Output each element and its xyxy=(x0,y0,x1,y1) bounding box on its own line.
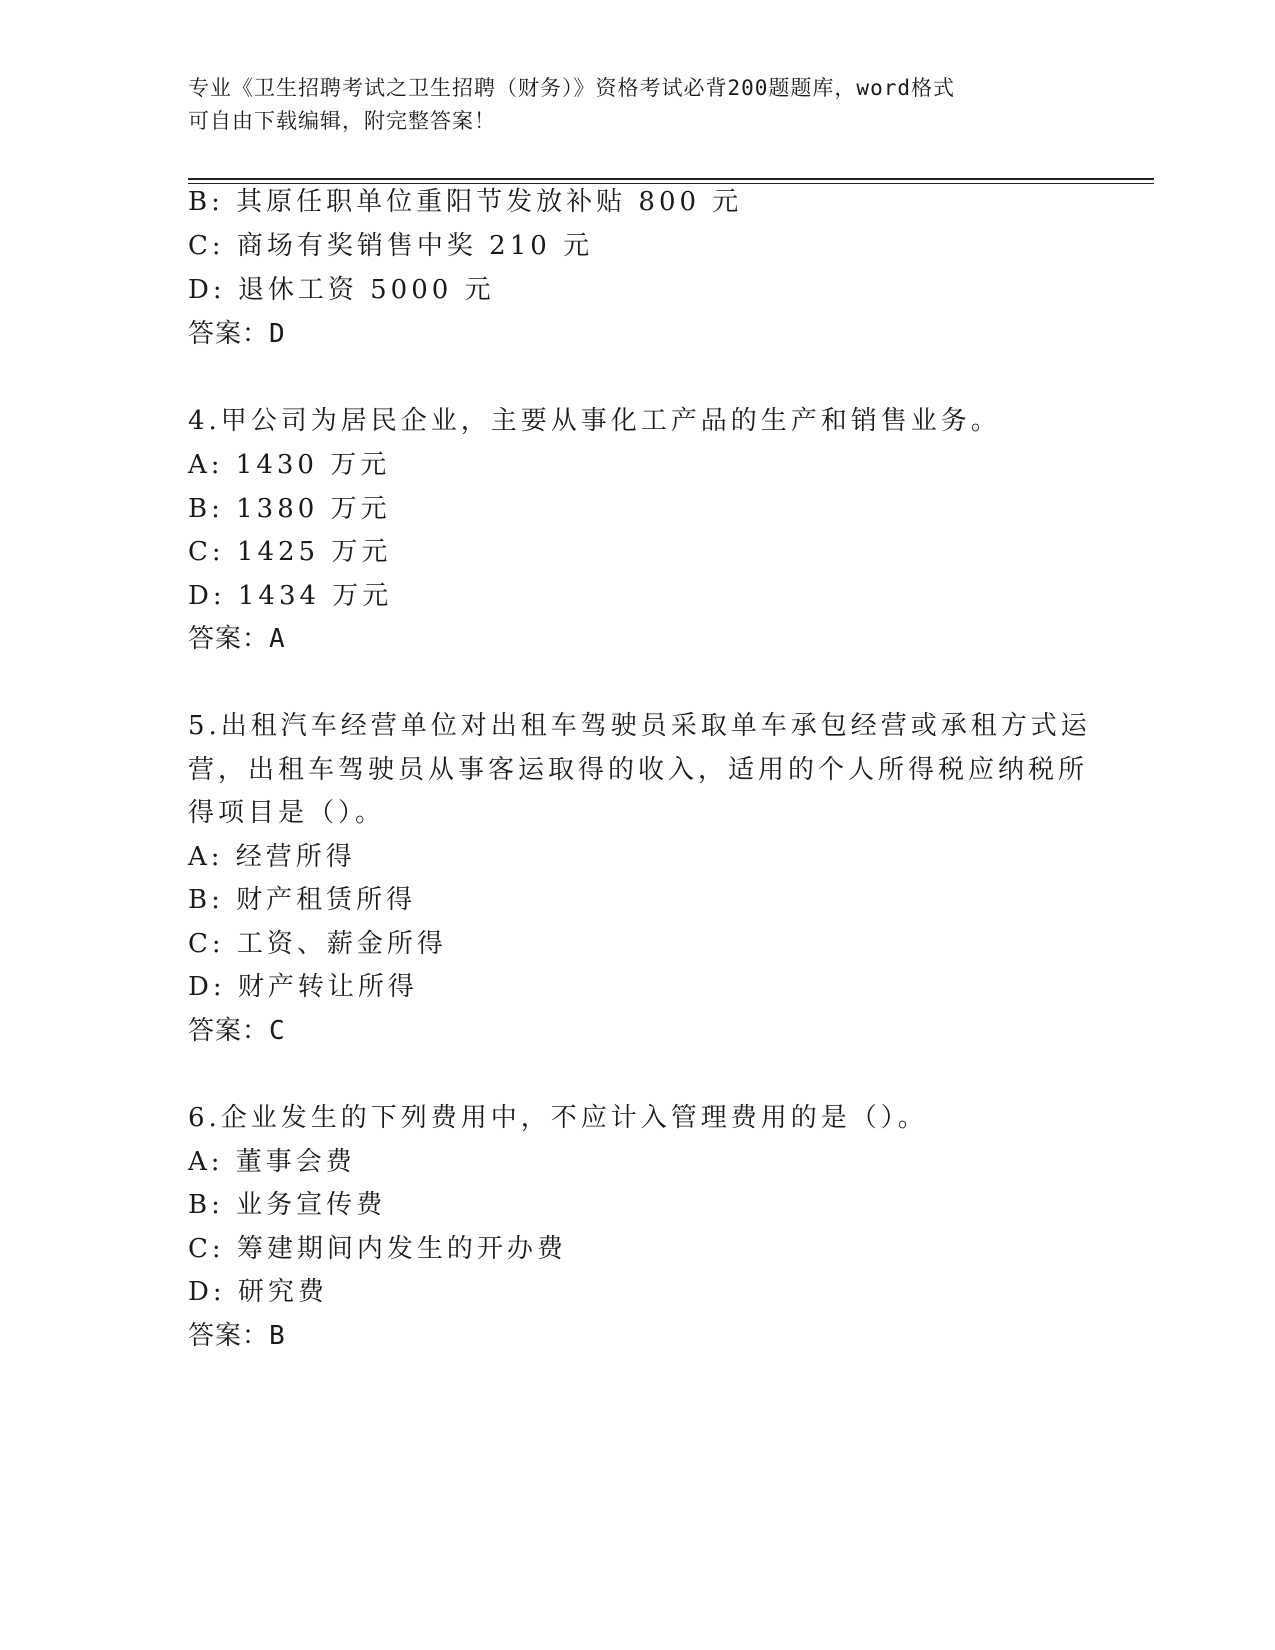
header-title-line1: 专业《卫生招聘考试之卫生招聘（财务）》资格考试必背200题题库，word格式 xyxy=(188,76,955,100)
q6-answer: 答案：B xyxy=(188,1321,286,1351)
q4-option-d: D: 1434 万元 xyxy=(188,581,393,611)
q6-option-c: C: 筹建期间内发生的开办费 xyxy=(188,1234,567,1264)
q6-option-b: B: 业务宣传费 xyxy=(188,1190,387,1220)
q5-stem-line1: 5.出租汽车经营单位对出租车驾驶员采取单车承包经营或承租方式运 xyxy=(188,711,1091,741)
document-header xyxy=(188,72,1088,138)
q3-answer: 答案：D xyxy=(188,319,286,349)
q5-answer: 答案：C xyxy=(188,1016,286,1046)
q3-option-c: C: 商场有奖销售中奖 210 元 xyxy=(188,231,594,261)
header-title-line2: 可自由下载编辑，附完整答案！ xyxy=(188,109,496,133)
header-rule-thin xyxy=(188,183,1154,184)
q4-option-b: B: 1380 万元 xyxy=(188,494,391,524)
q4-option-a: A: 1430 万元 xyxy=(188,450,391,480)
q5-option-a: A: 经营所得 xyxy=(188,842,356,872)
q6-stem: 6.企业发生的下列费用中，不应计入管理费用的是（）。 xyxy=(188,1103,928,1133)
q4-option-c: C: 1425 万元 xyxy=(188,537,392,567)
q5-option-b: B: 财产租赁所得 xyxy=(188,885,417,915)
q5-option-d: D: 财产转让所得 xyxy=(188,972,418,1002)
q3-option-d: D: 退休工资 5000 元 xyxy=(188,275,495,305)
q6-option-d: D: 研究费 xyxy=(188,1277,328,1307)
q3-option-b: B: 其原任职单位重阳节发放补贴 800 元 xyxy=(188,187,743,217)
q4-stem: 4.甲公司为居民企业，主要从事化工产品的生产和销售业务。 xyxy=(188,406,1001,436)
q4-answer: 答案：A xyxy=(188,624,286,654)
q5-stem-line2: 营，出租车驾驶员从事客运取得的收入，适用的个人所得税应纳税所 xyxy=(188,755,1089,785)
header-rule-thick xyxy=(188,178,1154,180)
q5-option-c: C: 工资、薪金所得 xyxy=(188,929,447,959)
q6-option-a: A: 董事会费 xyxy=(188,1147,356,1177)
q5-stem-line3: 得项目是（）。 xyxy=(188,798,386,828)
